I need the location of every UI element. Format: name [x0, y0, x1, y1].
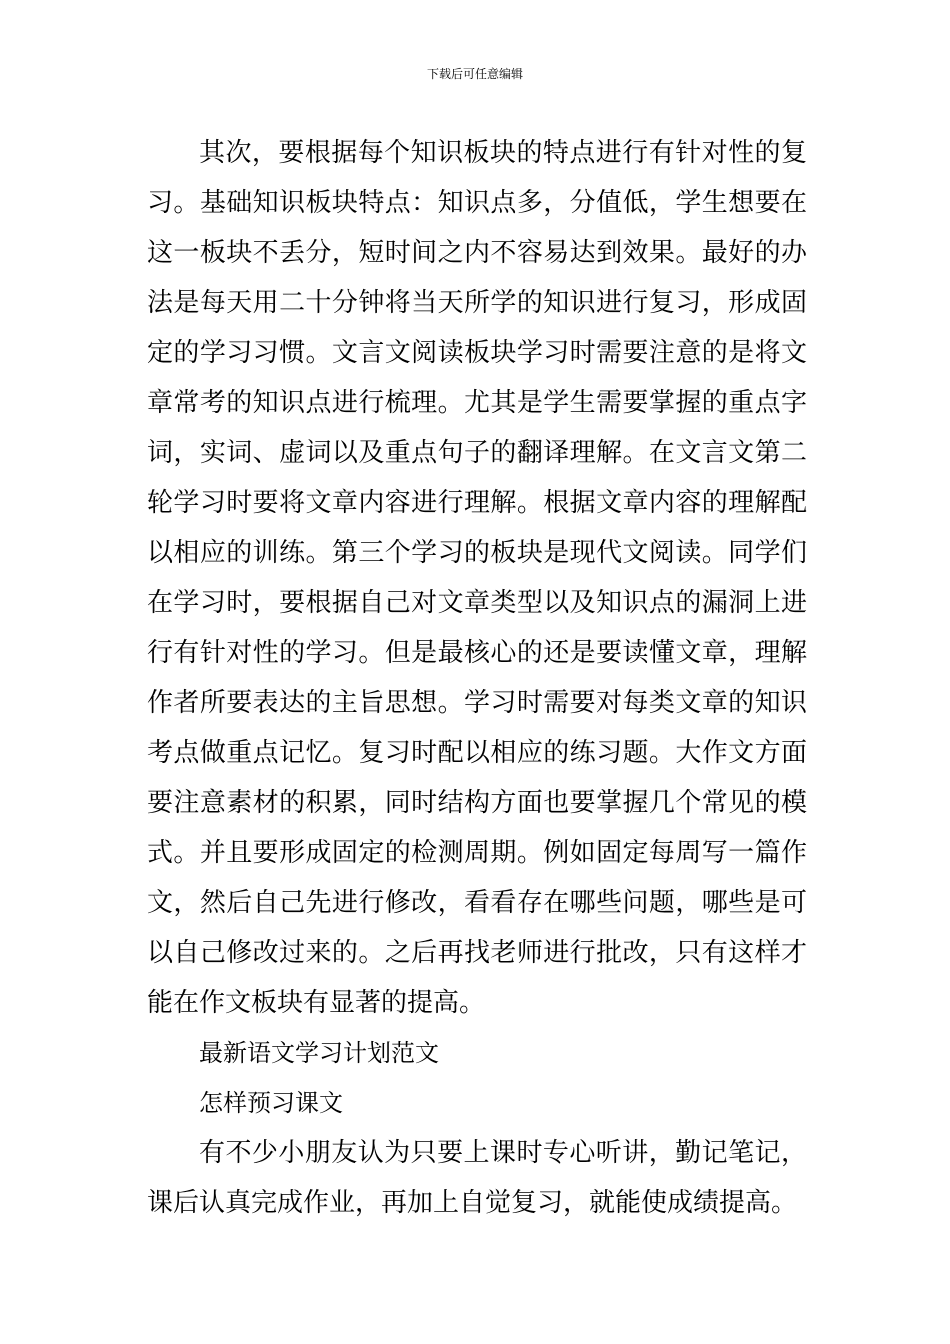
document-body [147, 128, 807, 1228]
section-title: 最新语文学习计划范文 [199, 1039, 439, 1067]
body-paragraph: 有不少小朋友认为只要上课时专心听讲，勤记笔记，课后认真完成作业，再加上自觉复习，就能使成绩提高。 [147, 1138, 807, 1218]
body-paragraph: 其次，要根据每个知识板块的特点进行有针对性的复习。基础知识板块特点：知识点多，分值低，学生想要在这一板块不丢分，短时间之内不容易达到效果。最好的办法是每天用二十分钟将当天所学的知识进行复习，形成固定的学习习惯。文言文阅读板块学习时需要注意的是将文章常考的知识点进行梳理。尤其是学生需要掌握的重点字词，实词、虚词以及重点句子的翻译理解。在文言文第二轮学习时要将文章内容进行理解。根据文章内容的理解配以相应的训练。第三个学习的板块是现代文阅读。同学们在学习时，要根据自己对文章类型以及知识点的漏洞上进行有针对性的学习。但是最核心的还是要读懂文章，理解作者所要表达的主旨思想。学习时需要对每类文章的知识考点做重点记忆。复习时配以相应的练习题。大作文方面要注意素材的积累，同时结构方面也要掌握几个常见的模式。并且要形成固定的检测周期。例如固定每周写一篇作文，然后自己先进行修改，看看存在哪些问题，哪些是可以自己修改过来的。之后再找老师进行批改，只有这样才能在作文板块有显著的提高。 [147, 138, 807, 1018]
subsection-title: 怎样预习课文 [199, 1089, 343, 1117]
page-header: 下载后可任意编辑 [426, 67, 523, 81]
